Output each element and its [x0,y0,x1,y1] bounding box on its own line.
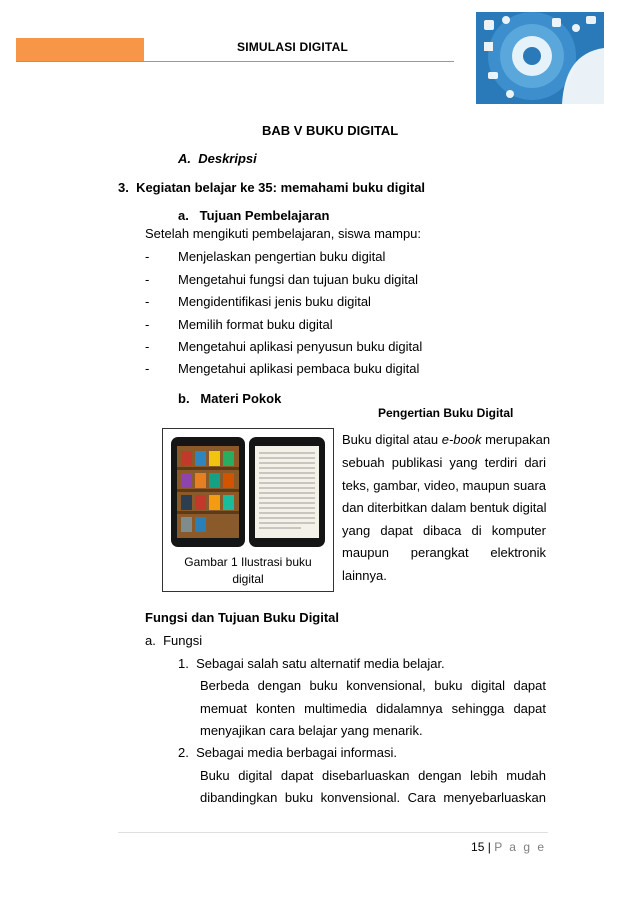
paragraph-line: lainnya. [342,568,387,583]
fungsi-item-title: 2. Sebagai media berbagai informasi. [178,745,397,760]
header-illustration [476,12,604,104]
list-item-text: Menjelaskan pengertian buku digital [178,249,386,264]
paragraph-line: teks, gambar, video, maupun suara [342,478,546,493]
paragraph-line: menyajikan cara belajar yang menarik. [200,723,423,738]
bullet-dash: - [145,317,150,332]
header-divider [16,61,454,62]
list-item-text: Mengetahui fungsi dan tujuan buku digital [178,272,418,287]
bullet-dash: - [145,339,150,354]
page-number-value: 15 [471,840,485,854]
paragraph-line [342,432,551,447]
figure-caption-line: Gambar 1 Ilustrasi buku [184,555,312,569]
page-number [470,840,546,854]
paragraph-emphasis: e-book [441,432,482,447]
objectives-intro: Setelah mengikuti pembelajaran, siswa mampu: [145,226,422,241]
bullet-dash: - [145,249,150,264]
tablet-illustration [171,437,325,547]
list-item-text: Mengetahui aplikasi pembaca buku digital [178,361,420,376]
fungsi-heading: Fungsi dan Tujuan Buku Digital [145,610,340,625]
page-word: P a g e [494,840,546,854]
header-accent-bar [16,38,144,62]
paragraph-line: sebuah publikasi yang terdiri dari [342,455,546,470]
fungsi-subheading: a. Fungsi [145,633,203,648]
section-a-heading: A. Deskripsi [178,151,257,166]
bullet-dash: - [145,361,150,376]
header-title: SIMULASI DIGITAL [237,40,348,54]
paragraph-line: dan diterbitkan dalam bentuk digital [342,500,547,515]
page-separator: | [487,840,491,854]
bullet-dash: - [145,272,150,287]
activity-heading: 3. Kegiatan belajar ke 35: memahami buku digital [118,180,426,195]
paragraph-text: merupakan [481,432,551,447]
paragraph-line: maupun perangkat elektronik [342,545,546,560]
materi-subheading: Pengertian Buku Digital [378,406,514,420]
list-item-text: Memilih format buku digital [178,317,333,332]
figure-caption [178,554,318,588]
list-item-text: Mengetahui aplikasi penyusun buku digital [178,339,423,354]
fungsi-item-title: 1. Sebagai salah satu alternatif media belajar. [178,656,445,671]
list-item-text: Mengidentifikasi jenis buku digital [178,294,371,309]
paragraph-line: memuat konten multimedia didalamnya sehingga dapat [200,701,546,716]
figure-caption-line: digital [232,572,264,586]
paragraph-line: Berbeda dengan buku konvensional, buku digital dapat [200,678,546,693]
paragraph-line: dibandingkan buku konvensional. Cara menyebarluaskan [200,790,546,805]
paragraph-line: yang dapat dibaca di komputer [342,523,546,538]
paragraph-line: Buku digital dapat disebarluaskan dengan lebih mudah [200,768,546,783]
paragraph-text: Buku digital atau [342,432,442,447]
objectives-heading: a. Tujuan Pembelajaran [178,208,330,223]
bullet-dash: - [145,294,150,309]
footer-divider [118,832,548,833]
materi-heading: b. Materi Pokok [178,391,282,406]
chapter-title: BAB V BUKU DIGITAL [262,123,399,138]
